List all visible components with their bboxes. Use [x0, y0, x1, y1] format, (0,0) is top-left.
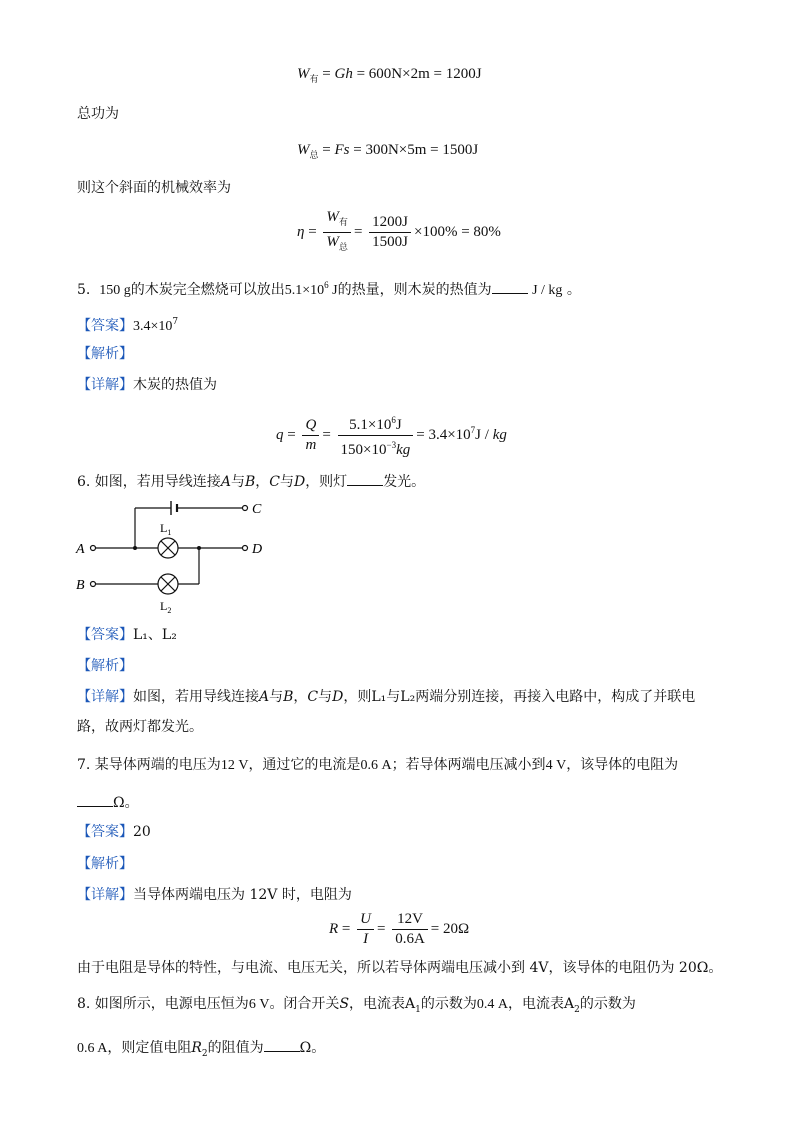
question-6: 6. 如图，若用导线连接A与B，C与D，则灯 发光。 [77, 471, 425, 491]
question-7: 7. 某导体两端的电压为12 V，通过它的电流是0.6 A；若导体两端电压减小到4 V，该导体的电阻为 [77, 757, 679, 773]
question-7-cont: Ω。 [77, 792, 139, 812]
answer-blank [492, 279, 528, 294]
circuit-diagram [72, 496, 272, 614]
q7-detail: 【详解】当导体两端电压为 12V 时，电阻为 [77, 887, 352, 903]
answer-blank [347, 471, 383, 486]
question-5: 5. 150 g的木炭完全燃烧可以放出$5.1\times 10^6$ J的热量，则木炭的热值为 J / kg 。 [77, 280, 581, 298]
heat-value-equation: q = $\frac{Q}{m}$ = $\frac{5.1\times 10^6J}{150\times 10^{-3}kg}$ = $3.4\times 10^7J$ / kg [276, 411, 507, 460]
answer-blank [77, 792, 113, 807]
question-8-cont: 0.6 A，则定值电阻$R_2$的阻值为 Ω。 [77, 1037, 325, 1063]
q5-analysis: 【解析】 [77, 346, 133, 362]
total-work-equation: $W_总 = Fs = 300N\times 5m = 1500J$ [297, 142, 479, 160]
svg-text:B: B [76, 578, 85, 593]
q6-answer: 【答案】L₁、L₂ [77, 627, 177, 643]
answer-blank [264, 1037, 300, 1052]
svg-text:C: C [252, 502, 262, 517]
svg-text:L2: $L_2$ [160, 599, 172, 614]
q6-detail: 【详解】如图，若用导线连接A与B，C与D，则L₁与L₂两端分别连接，再接入电路中，构成了并联电 [77, 689, 696, 705]
efficiency-equation: η = $\frac{W_有}{W_总}$ = $\frac{1200J}{1500J}$ ×100% = 80% [297, 209, 501, 252]
efficiency-label: 则这个斜面的机械效率为 [77, 180, 231, 196]
svg-text:L1: $L_1$ [160, 521, 172, 537]
svg-text:D: D [252, 542, 263, 557]
q6-analysis: 【解析】 [77, 658, 133, 674]
q7-answer: 【答案】20 [77, 824, 151, 840]
q7-conclusion: 由于电阻是导体的特性，与电流、电压无关，所以若导体两端电压减小到 4V，该导体的电阻仍为 20Ω。 [77, 960, 723, 976]
useful-work-equation: $W_有 = Gh = 600N\times 2m = 1200J$ [297, 66, 482, 84]
svg-text:A: A [76, 542, 85, 557]
q5-detail: 【详解】木炭的热值为 [77, 377, 217, 393]
q7-analysis: 【解析】 [77, 856, 133, 872]
question-8: 8. 如图所示，电源电压恒为6 V。闭合开关S，电流表$A_1$的示数为0.4 A，电流表$A_2$的示数为 [77, 996, 636, 1015]
q5-answer: 【答案】$3.4\times 10^7$ [77, 317, 179, 334]
resistance-equation: R = $\frac{U}{I}$ = $\frac{12V}{0.6A}$ = 20Ω [329, 911, 470, 947]
q6-detail-cont: 路，故两灯都发光。 [77, 719, 203, 735]
total-work-label: 总功为 [77, 106, 119, 122]
